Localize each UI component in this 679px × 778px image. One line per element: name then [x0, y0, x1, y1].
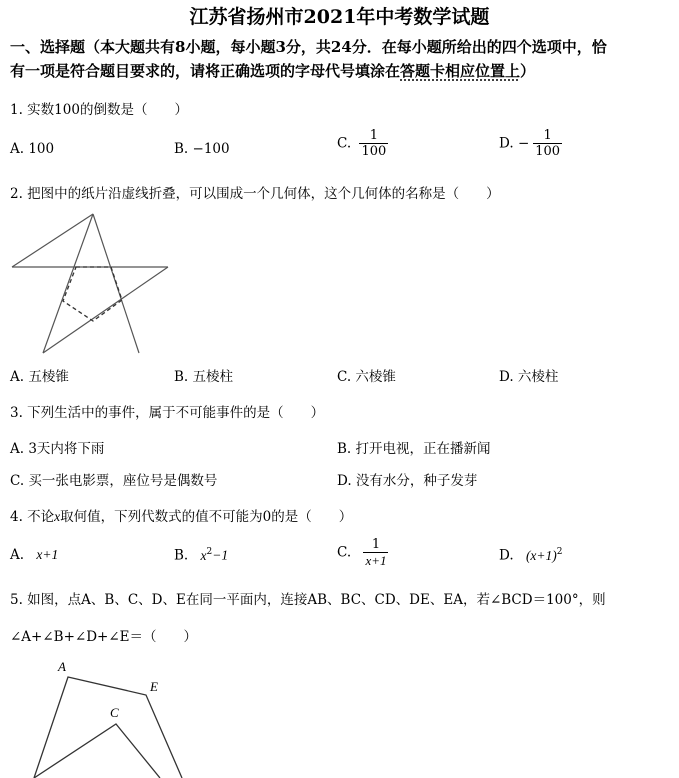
question-1-option-d	[499, 128, 562, 160]
expression: (x+1)	[525, 547, 557, 563]
fraction-numerator: 1	[543, 128, 552, 143]
question-5-stem-line1: 5. 如图，点A、B、C、D、E在同一平面内，连接AB、BC、CD、DE、EA，若∠BCD＝100°，则	[10, 592, 606, 608]
exponent: 2	[556, 547, 563, 557]
question-4-option-b	[174, 547, 228, 564]
question-3-option-b: B. 打开电视，正在播新闻	[337, 441, 491, 457]
question-4-option-d	[499, 547, 563, 564]
exponent: 2	[206, 547, 213, 557]
minus-sign: −	[517, 135, 530, 152]
question-2-option-d: D. 六棱柱	[499, 369, 559, 385]
option-label: A.	[10, 547, 25, 563]
question-1-option-a: A. 100	[10, 141, 55, 157]
question-4-option-c	[337, 537, 388, 569]
question-5-stem-line2: ∠A+∠B+∠D+∠E＝（ ）	[10, 629, 198, 645]
option-label: D.	[499, 135, 514, 152]
figure-inner-edge	[34, 724, 160, 778]
question-1-stem: 1. 实数100的倒数是（ ）	[10, 102, 188, 118]
label-C: C	[110, 705, 119, 720]
star-net-figure	[10, 212, 170, 357]
fraction-numerator: 1	[369, 128, 378, 143]
expression-rest: −1	[212, 547, 229, 563]
option-label: C.	[337, 135, 352, 152]
variable-x: x	[54, 509, 61, 524]
stem-text: 4. 不论	[10, 509, 55, 525]
question-1-option-b	[174, 141, 230, 157]
question-4-option-a	[10, 547, 58, 563]
pentagon-figure	[20, 655, 190, 778]
fold-line-pentagon	[63, 267, 122, 321]
stem-text: 取何值，下列代数式的值不可能为0的是（ ）	[60, 509, 353, 525]
section-heading-line2	[10, 60, 535, 82]
question-1-option-c	[337, 128, 388, 160]
star-edge	[12, 214, 93, 267]
section-heading-line1: 一、选择题（本大题共有8小题，每小题3分，共24分．在每小题所给出的四个选项中，恰	[10, 38, 607, 56]
fraction	[533, 128, 562, 160]
question-4-stem	[10, 505, 352, 525]
section-heading-emphasis: 答题卡相应位置上	[400, 62, 521, 80]
option-value: −100	[192, 141, 230, 157]
question-3-option-c: C. 买一张电影票，座位号是偶数号	[10, 473, 218, 489]
question-2-option-c: C. 六棱锥	[337, 369, 396, 385]
star-edge	[43, 267, 168, 353]
label-E: E	[150, 679, 158, 694]
question-2-stem: 2. 把图中的纸片沿虚线折叠，可以围成一个几何体，这个几何体的名称是（ ）	[10, 186, 500, 202]
page-title: 江苏省扬州市2021年中考数学试题	[189, 6, 490, 28]
question-3-option-d: D. 没有水分，种子发芽	[337, 473, 478, 489]
question-3-option-a: A. 3天内将下雨	[10, 441, 105, 457]
fraction-denominator: x+1	[365, 553, 387, 568]
option-label: C.	[337, 544, 352, 561]
fraction-numerator: 1	[371, 537, 381, 552]
section-heading-line2-a: 有一项是符合题目要求的，请将正确选项的字母代号填涂在	[10, 62, 401, 80]
question-2-option-a: A. 五棱锥	[10, 369, 69, 385]
label-A: A	[58, 659, 66, 674]
fraction	[359, 128, 388, 160]
question-2-option-b: B. 五棱柱	[174, 369, 234, 385]
fraction	[363, 537, 388, 569]
fraction-denominator: 100	[361, 144, 387, 159]
option-label: B.	[174, 141, 189, 157]
section-heading-line2-c: ）	[520, 62, 536, 80]
question-3-stem: 3. 下列生活中的事件，属于不可能事件的是（ ）	[10, 405, 325, 421]
expression-base: x	[200, 547, 207, 563]
option-label: D.	[499, 547, 514, 564]
star-edge	[43, 214, 93, 353]
fraction-denominator: 100	[535, 144, 561, 159]
expression: x+1	[36, 547, 59, 562]
option-label: B.	[174, 547, 189, 564]
